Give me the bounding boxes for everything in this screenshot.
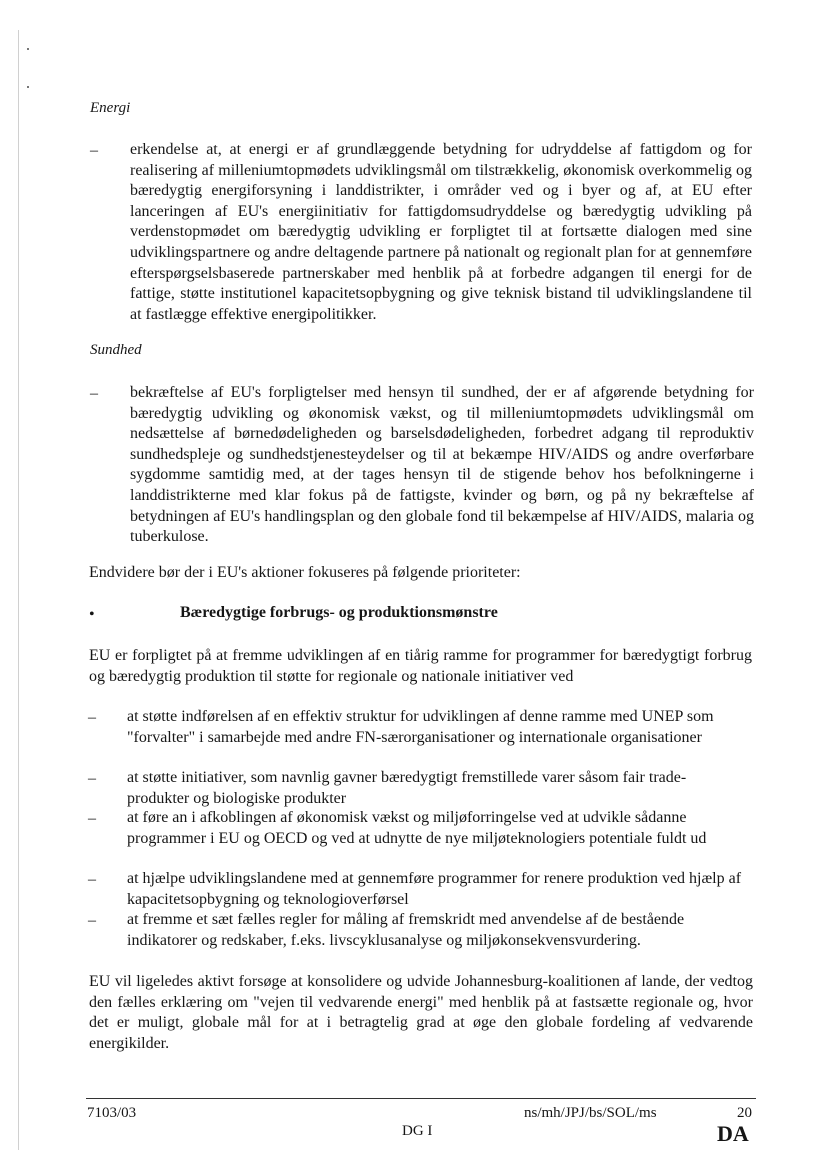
list-dash: – — [88, 871, 96, 888]
priority-heading: Bæredygtige forbrugs- og produktionsmønstre — [180, 604, 498, 621]
page-number: 20 — [737, 1105, 752, 1121]
action-item: at fremme et sæt fælles regler for måling af fremskridt med anvendelse af de bestående indikatorer og redskaber, f.eks. livscyklusanalyse og miljøkonsekvensvurdering. — [127, 911, 685, 949]
section-heading-health: Sundhed — [90, 342, 142, 358]
section-heading-energy: Energi — [90, 100, 131, 116]
list-dash: – — [90, 385, 98, 402]
energy-paragraph: erkendelse at, at energi er af grundlæggende betydning for udryddelse af fattigdom og for realisering af milleniumtopmødets udviklingsmål om tilstrækkelig, økonomisk overkommelig og bæredygtig energiforsyning i landdistrikter, i områder ved og i byer og af, at EU efter lanceringen af EU's energiinitiativ for fattigdomsudryddelse og bæredygtig udvikling på verdenstopmødet om bæredygtig udvikling er forpligtet til at fortsætte dialogen med sine udviklingspartnere og andre deltagende partnere på nationalt og regionalt plan for at gennemføre efterspørgselsbaserede partnerskaber med henblik på at forbedre adgangen til energi for de fattige, støtte institutionel kapacitetsopbygning og give teknisk bistand til udviklingslandene til at fastlægge effektive energipolitikker. — [130, 141, 752, 323]
footer-rule — [86, 1098, 756, 1099]
document-number: 7103/03 — [87, 1105, 137, 1121]
action-item: at støtte initiativer, som navnlig gavner bæredygtigt fremstillede varer såsom fair trade-produkter og biologiske produkter — [127, 769, 687, 807]
list-dash: – — [88, 709, 96, 726]
author-initials: ns/mh/JPJ/bs/SOL/ms — [524, 1105, 657, 1121]
health-paragraph: bekræftelse af EU's forpligtelser med hensyn til sundhed, der er af afgørende betydning for bæredygtig udvikling og økonomisk vækst, og til milleniumtopmødets udviklingsmål om nedsættelse af børnedødeligheden og barselsdødeligheden, forbedret adgang til reproduktiv sundhedspleje og sundhedstjenesteydelser og til at bekæmpe HIV/AIDS og andre overførbare sygdomme samtidig med, at der tages hensyn til de stigende behov hos befolkningerne i landdistrikterne med klar fokus på de fattigste, kvinder og børn, og på ny bekræftelse af betydningen af EU's handlingsplan og den globale fond til bekæmpelse af HIV/AIDS, malaria og tuberkulose. — [130, 384, 754, 546]
action-item: at føre an i afkoblingen af økonomisk vækst og miljøforringelse ved at udvikle sådanne programmer i EU og OECD og ved at udnytte de nye miljøteknologiers potentiale fuldt ud — [127, 809, 707, 847]
list-dash: – — [88, 770, 96, 787]
bullet-symbol: • — [89, 606, 95, 623]
directorate: DG I — [402, 1123, 433, 1139]
scan-mark — [27, 48, 29, 50]
scan-mark — [27, 86, 29, 88]
list-dash: – — [88, 810, 96, 827]
action-item: at støtte indførelsen af en effektiv struktur for udviklingen af denne ramme med UNEP som "forvalter" i samarbejde med andre FN-særorganisationer og internationale organisationer — [127, 708, 714, 746]
priorities-intro: Endvidere bør der i EU's aktioner fokuseres på følgende prioriteter: — [89, 564, 521, 581]
action-item: at hjælpe udviklingslandene med at gennemføre programmer for renere produktion ved hjælp af kapacitetsopbygning og teknologioverførsel — [127, 870, 742, 908]
scan-margin-line — [18, 30, 19, 1150]
language-code: DA — [717, 1121, 749, 1146]
list-dash: – — [88, 912, 96, 929]
commitment-paragraph: EU er forpligtet på at fremme udviklingen af en tiårig ramme for programmer for bæredygtigt forbrug og bæredygtig produktion til støtte for regionale og nationale initiativer ved — [89, 647, 752, 685]
list-dash: – — [90, 142, 98, 159]
closing-paragraph: EU vil ligeledes aktivt forsøge at konsolidere og udvide Johannesburg-koalitionen af lande, der vedtog den fælles erklæring om "vejen til vedvarende energi" med henblik på at fastsætte regionale og, hvor det er muligt, globale mål for at i betragtelig grad at øge den globale fordeling af vedvarende energikilder. — [89, 973, 753, 1052]
